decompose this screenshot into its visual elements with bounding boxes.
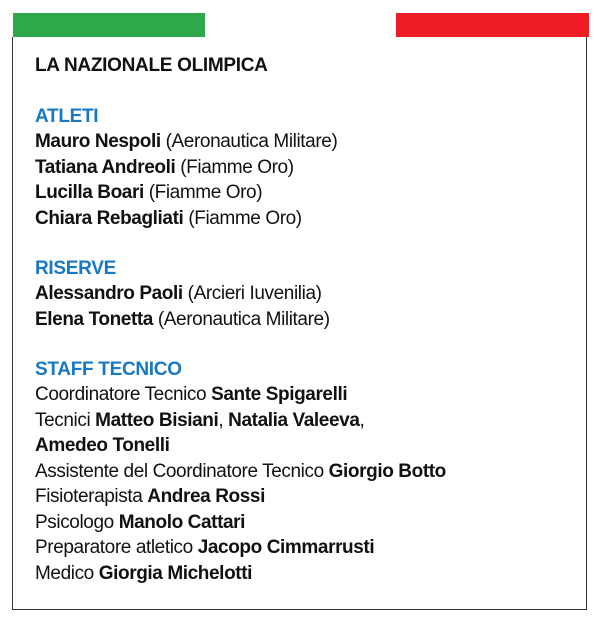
flag-green-bar: [13, 13, 205, 37]
section-heading-atleti: ATLETI: [35, 106, 99, 127]
athlete-club: (Aeronautica Militare): [165, 131, 338, 152]
staff-role: Preparatore atletico: [35, 537, 193, 558]
staff-row-psicologo: [35, 510, 575, 536]
reserve-row: [35, 281, 575, 307]
athlete-row: [35, 155, 575, 181]
name-separator: ,: [359, 409, 365, 431]
section-heading-staff: STAFF TECNICO: [35, 359, 182, 380]
flag-red-bar: [396, 13, 589, 37]
athlete-club: (Fiamme Oro): [180, 156, 294, 178]
staff-name: Sante Spigarelli: [211, 384, 348, 405]
staff-row-fisioterapista: [35, 484, 575, 510]
athlete-row: [35, 206, 575, 232]
staff-role: Assistente del Coordinatore Tecnico: [35, 460, 324, 482]
staff-row-assistente: [35, 459, 575, 485]
staff-row-preparatore: [35, 535, 575, 561]
staff-role: Fisioterapista: [35, 486, 143, 507]
section-heading-riserve: RISERVE: [35, 258, 116, 279]
page-title: LA NAZIONALE OLIMPICA: [35, 55, 268, 76]
staff-name: Amedeo Tonelli: [35, 435, 170, 456]
section-spacer: [35, 231, 575, 257]
athlete-row: [35, 129, 575, 155]
reserve-row: [35, 307, 575, 333]
staff-name: Giorgia Michelotti: [98, 562, 253, 584]
roster-content: [35, 54, 575, 586]
staff-name: Giorgio Botto: [328, 460, 446, 482]
athlete-name: Tatiana Andreoli: [35, 156, 176, 178]
staff-name: Andrea Rossi: [147, 486, 265, 507]
name-separator: ,: [218, 409, 224, 431]
staff-name: Manolo Cattari: [118, 511, 246, 533]
reserve-name: Elena Tonetta: [35, 308, 153, 330]
staff-role: Coordinatore Tecnico: [35, 384, 207, 405]
athlete-club: (Fiamme Oro): [188, 207, 302, 229]
athlete-club: (Fiamme Oro): [148, 182, 263, 203]
athlete-row: [35, 180, 575, 206]
section-spacer: [35, 332, 575, 358]
staff-row-coordinatore: [35, 382, 575, 408]
staff-name: Jacopo Cimmarrusti: [197, 537, 375, 558]
staff-row-medico: [35, 561, 575, 587]
staff-row-tecnici: [35, 408, 575, 434]
staff-name: Natalia Valeeva: [228, 409, 360, 431]
staff-role: Tecnici: [35, 409, 91, 431]
reserve-club: (Aeronautica Militare): [157, 308, 330, 330]
staff-role: Psicologo: [35, 511, 114, 533]
reserve-name: Alessandro Paoli: [35, 283, 183, 304]
staff-name: Matteo Bisiani: [95, 409, 219, 431]
reserve-club: (Arcieri Iuvenilia): [187, 283, 322, 304]
athlete-name: Lucilla Boari: [35, 182, 144, 203]
athlete-name: Chiara Rebagliati: [35, 207, 184, 229]
staff-role: Medico: [35, 562, 94, 584]
athlete-name: Mauro Nespoli: [35, 131, 161, 152]
staff-row-tecnici-cont: [35, 433, 575, 459]
